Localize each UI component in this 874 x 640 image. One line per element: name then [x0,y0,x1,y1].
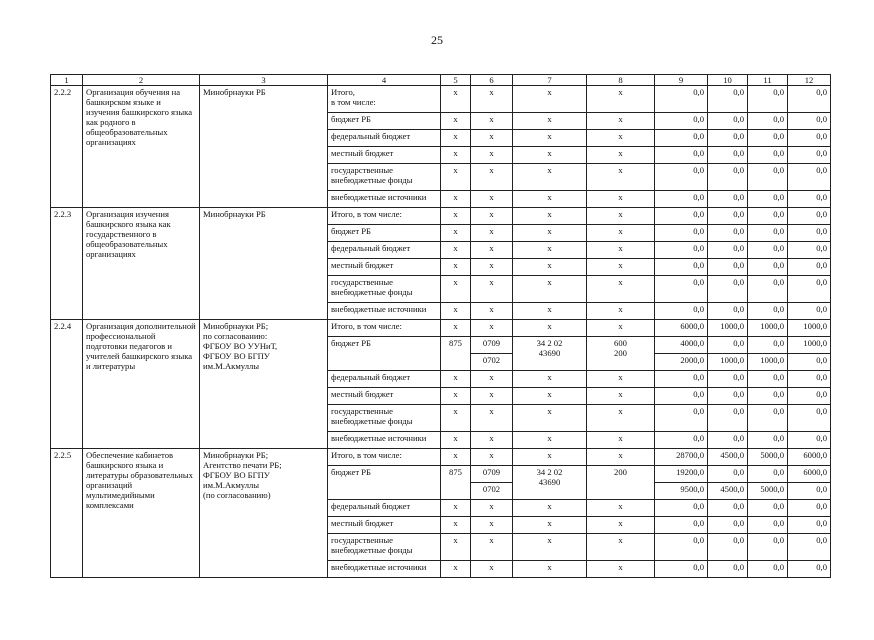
table-row [51,86,831,113]
cell-col8: х [587,86,655,113]
cell-col10: 0,0 [708,388,748,405]
cell-col6: х [471,225,513,242]
cell-col5: х [441,534,471,561]
funding-source: федеральный бюджет [328,242,441,259]
cell-col7: х [513,208,587,225]
cell-col6: х [471,534,513,561]
funding-source: федеральный бюджет [328,500,441,517]
cell-col10: 0,0 [708,337,748,354]
cell-col7: х [513,303,587,320]
cell-col5: х [441,320,471,337]
cell-col8: х [587,500,655,517]
table-row [51,449,831,466]
cell-col5: х [441,388,471,405]
cell-col11: 0,0 [748,534,788,561]
cell-col6: х [471,276,513,303]
cell-col6: х [471,191,513,208]
cell-col11: 0,0 [748,225,788,242]
cell-col8: х [587,208,655,225]
funding-source: местный бюджет [328,517,441,534]
cell-col9: 9500,0 [655,483,708,500]
cell-col6: 0702 [471,354,513,371]
cell-col7: х [513,371,587,388]
cell-col12: 0,0 [788,388,831,405]
cell-col12: 0,0 [788,483,831,500]
header-cell-11: 11 [748,75,788,86]
cell-col9: 0,0 [655,191,708,208]
cell-col7: х [513,113,587,130]
cell-col9: 0,0 [655,534,708,561]
cell-col11: 0,0 [748,113,788,130]
funding-source: Итого, в том числе: [328,86,441,113]
cell-col8: х [587,276,655,303]
cell-col5: х [441,225,471,242]
section-number: 2.2.4 [51,320,83,449]
header-cell-8: 8 [587,75,655,86]
cell-col7: х [513,405,587,432]
cell-col6: 0709 [471,466,513,483]
page-number: 25 [431,33,443,47]
section-number: 2.2.3 [51,208,83,320]
cell-col10: 0,0 [708,259,748,276]
cell-col9: 0,0 [655,500,708,517]
cell-col11: 0,0 [748,371,788,388]
cell-col6: х [471,259,513,276]
cell-col8: х [587,388,655,405]
cell-col5: х [441,147,471,164]
funding-source: местный бюджет [328,259,441,276]
cell-col9: 0,0 [655,276,708,303]
cell-col5: х [441,371,471,388]
cell-col12: 0,0 [788,242,831,259]
header-row [51,75,831,86]
cell-col6: х [471,371,513,388]
cell-col10: 4500,0 [708,449,748,466]
header-cell-2: 2 [83,75,200,86]
section-executor: Минобрнауки РБ [200,208,328,320]
funding-source: местный бюджет [328,388,441,405]
cell-col8: х [587,164,655,191]
cell-col7: х [513,259,587,276]
cell-col8: х [587,113,655,130]
cell-col7: х [513,500,587,517]
cell-col9: 0,0 [655,164,708,191]
section-executor: Минобрнауки РБ; по согласованию: ФГБОУ ВО УУНиТ, ФГБОУ ВО БГПУ им.М.Акмуллы [200,320,328,449]
cell-col7: 34 2 02 43690 [513,466,587,500]
cell-col10: 0,0 [708,225,748,242]
cell-col5: х [441,432,471,449]
cell-col11: 0,0 [748,466,788,483]
header-cell-4: 4 [328,75,441,86]
cell-col11: 0,0 [748,405,788,432]
cell-col5: х [441,191,471,208]
cell-col8: х [587,517,655,534]
cell-col8: х [587,561,655,578]
cell-col9: 0,0 [655,86,708,113]
cell-col8: х [587,320,655,337]
funding-source: бюджет РБ [328,225,441,242]
cell-col10: 0,0 [708,517,748,534]
cell-col11: 0,0 [748,337,788,354]
cell-col8: х [587,147,655,164]
funding-source: внебюджетные источники [328,432,441,449]
cell-col5: х [441,164,471,191]
funding-source: внебюджетные источники [328,191,441,208]
cell-col6: х [471,208,513,225]
cell-col11: 5000,0 [748,483,788,500]
cell-col8: х [587,242,655,259]
cell-col8: х [587,130,655,147]
cell-col6: х [471,517,513,534]
cell-col12: 0,0 [788,164,831,191]
table-body [51,75,831,578]
cell-col11: 0,0 [748,242,788,259]
cell-col6: х [471,242,513,259]
cell-col9: 0,0 [655,371,708,388]
cell-col12: 1000,0 [788,337,831,354]
cell-col8: 600 200 [587,337,655,371]
cell-col7: х [513,225,587,242]
cell-col9: 0,0 [655,517,708,534]
cell-col6: х [471,561,513,578]
cell-col10: 0,0 [708,466,748,483]
cell-col12: 0,0 [788,259,831,276]
cell-col10: 0,0 [708,86,748,113]
cell-col8: х [587,225,655,242]
cell-col8: х [587,191,655,208]
cell-col6: х [471,449,513,466]
funding-source: Итого, в том числе: [328,208,441,225]
header-cell-1: 1 [51,75,83,86]
cell-col10: 0,0 [708,191,748,208]
cell-col8: х [587,405,655,432]
section-name: Обеспечение кабинетов башкирского языка и литературы образовательных организаций мультимедийными комплексами [83,449,200,578]
cell-col10: 0,0 [708,147,748,164]
cell-col11: 5000,0 [748,449,788,466]
cell-col5: х [441,130,471,147]
cell-col6: х [471,147,513,164]
cell-col6: х [471,303,513,320]
cell-col6: х [471,86,513,113]
cell-col11: 0,0 [748,86,788,113]
cell-col9: 0,0 [655,113,708,130]
cell-col9: 0,0 [655,259,708,276]
cell-col8: х [587,303,655,320]
cell-col8: х [587,449,655,466]
cell-col9: 0,0 [655,561,708,578]
cell-col5: х [441,276,471,303]
funding-source: бюджет РБ [328,466,441,500]
cell-col12: 0,0 [788,534,831,561]
cell-col7: х [513,191,587,208]
section-name: Организация дополнительной профессиональной подготовки педагогов и учителей башкирского языка и литературы [83,320,200,449]
cell-col12: 0,0 [788,371,831,388]
cell-col5: х [441,208,471,225]
cell-col9: 4000,0 [655,337,708,354]
cell-col10: 1000,0 [708,354,748,371]
cell-col10: 0,0 [708,405,748,432]
cell-col10: 0,0 [708,130,748,147]
cell-col7: х [513,276,587,303]
cell-col7: х [513,320,587,337]
funding-source: государственные внебюджетные фонды [328,534,441,561]
cell-col7: х [513,449,587,466]
section-executor: Минобрнауки РБ [200,86,328,208]
cell-col11: 0,0 [748,432,788,449]
header-cell-3: 3 [200,75,328,86]
funding-source: бюджет РБ [328,113,441,130]
section-name: Организация изучения башкирского языка как государственного в общеобразовательных организациях [83,208,200,320]
funding-source: внебюджетные источники [328,561,441,578]
cell-col7: х [513,517,587,534]
cell-col7: х [513,534,587,561]
cell-col8: х [587,534,655,561]
cell-col6: х [471,405,513,432]
cell-col6: х [471,164,513,191]
section-number: 2.2.5 [51,449,83,578]
cell-col5: х [441,405,471,432]
cell-col11: 0,0 [748,388,788,405]
cell-col7: х [513,164,587,191]
cell-col11: 0,0 [748,208,788,225]
cell-col11: 1000,0 [748,320,788,337]
cell-col12: 0,0 [788,147,831,164]
cell-col7: х [513,388,587,405]
cell-col12: 0,0 [788,561,831,578]
cell-col12: 0,0 [788,517,831,534]
cell-col12: 0,0 [788,208,831,225]
cell-col12: 0,0 [788,432,831,449]
funding-source: Итого, в том числе: [328,449,441,466]
cell-col10: 1000,0 [708,320,748,337]
cell-col12: 0,0 [788,276,831,303]
header-cell-7: 7 [513,75,587,86]
cell-col11: 0,0 [748,147,788,164]
cell-col5: 875 [441,337,471,371]
funding-source: Итого, в том числе: [328,320,441,337]
header-cell-10: 10 [708,75,748,86]
cell-col5: 875 [441,466,471,500]
cell-col7: х [513,130,587,147]
cell-col9: 2000,0 [655,354,708,371]
cell-col6: х [471,432,513,449]
cell-col8: х [587,371,655,388]
cell-col5: х [441,500,471,517]
cell-col7: х [513,147,587,164]
cell-col6: х [471,320,513,337]
cell-col9: 0,0 [655,242,708,259]
cell-col10: 0,0 [708,432,748,449]
cell-col8: х [587,259,655,276]
cell-col12: 0,0 [788,405,831,432]
cell-col9: 6000,0 [655,320,708,337]
cell-col12: 0,0 [788,354,831,371]
cell-col6: х [471,500,513,517]
cell-col11: 0,0 [748,164,788,191]
cell-col7: х [513,242,587,259]
cell-col9: 0,0 [655,208,708,225]
funding-source: федеральный бюджет [328,130,441,147]
cell-col9: 0,0 [655,147,708,164]
cell-col12: 0,0 [788,500,831,517]
cell-col12: 0,0 [788,303,831,320]
cell-col6: 0709 [471,337,513,354]
funding-source: государственные внебюджетные фонды [328,164,441,191]
cell-col6: х [471,130,513,147]
funding-source: внебюджетные источники [328,303,441,320]
cell-col5: х [441,303,471,320]
cell-col12: 6000,0 [788,466,831,483]
section-executor: Минобрнауки РБ; Агентство печати РБ; ФГБОУ ВО БГПУ им.М.Акмуллы (по согласованию) [200,449,328,578]
cell-col10: 0,0 [708,208,748,225]
cell-col11: 0,0 [748,517,788,534]
cell-col7: х [513,561,587,578]
funding-source: государственные внебюджетные фонды [328,276,441,303]
cell-col10: 0,0 [708,164,748,191]
funding-source: местный бюджет [328,147,441,164]
cell-col11: 0,0 [748,303,788,320]
cell-col11: 0,0 [748,276,788,303]
cell-col9: 0,0 [655,225,708,242]
funding-source: государственные внебюджетные фонды [328,405,441,432]
cell-col11: 0,0 [748,259,788,276]
cell-col12: 0,0 [788,225,831,242]
header-cell-5: 5 [441,75,471,86]
cell-col10: 0,0 [708,534,748,561]
cell-col10: 0,0 [708,371,748,388]
cell-col5: х [441,561,471,578]
section-name: Организация обучения на башкирском языке и изучения башкирского языка как родного в общеобразовательных организациях [83,86,200,208]
cell-col6: х [471,388,513,405]
budget-table [50,74,831,578]
cell-col9: 19200,0 [655,466,708,483]
cell-col5: х [441,113,471,130]
section-number: 2.2.2 [51,86,83,208]
cell-col10: 4500,0 [708,483,748,500]
funding-source: бюджет РБ [328,337,441,371]
cell-col7: х [513,432,587,449]
cell-col12: 1000,0 [788,320,831,337]
table-row [51,320,831,337]
cell-col5: х [441,517,471,534]
cell-col10: 0,0 [708,500,748,517]
cell-col12: 0,0 [788,191,831,208]
cell-col12: 6000,0 [788,449,831,466]
cell-col10: 0,0 [708,303,748,320]
cell-col10: 0,0 [708,561,748,578]
cell-col6: х [471,113,513,130]
cell-col11: 1000,0 [748,354,788,371]
cell-col12: 0,0 [788,86,831,113]
header-cell-12: 12 [788,75,831,86]
cell-col11: 0,0 [748,500,788,517]
cell-col7: х [513,86,587,113]
cell-col10: 0,0 [708,242,748,259]
cell-col12: 0,0 [788,113,831,130]
cell-col9: 28700,0 [655,449,708,466]
cell-col7: 34 2 02 43690 [513,337,587,371]
funding-source: федеральный бюджет [328,371,441,388]
cell-col9: 0,0 [655,388,708,405]
cell-col12: 0,0 [788,130,831,147]
cell-col10: 0,0 [708,276,748,303]
cell-col8: 200 [587,466,655,500]
cell-col5: х [441,259,471,276]
cell-col8: х [587,432,655,449]
cell-col5: х [441,86,471,113]
cell-col9: 0,0 [655,303,708,320]
header-cell-9: 9 [655,75,708,86]
cell-col9: 0,0 [655,405,708,432]
cell-col11: 0,0 [748,191,788,208]
header-cell-6: 6 [471,75,513,86]
cell-col11: 0,0 [748,130,788,147]
table-row [51,208,831,225]
cell-col11: 0,0 [748,561,788,578]
cell-col10: 0,0 [708,113,748,130]
cell-col9: 0,0 [655,432,708,449]
cell-col9: 0,0 [655,130,708,147]
cell-col5: х [441,449,471,466]
cell-col5: х [441,242,471,259]
cell-col6: 0702 [471,483,513,500]
